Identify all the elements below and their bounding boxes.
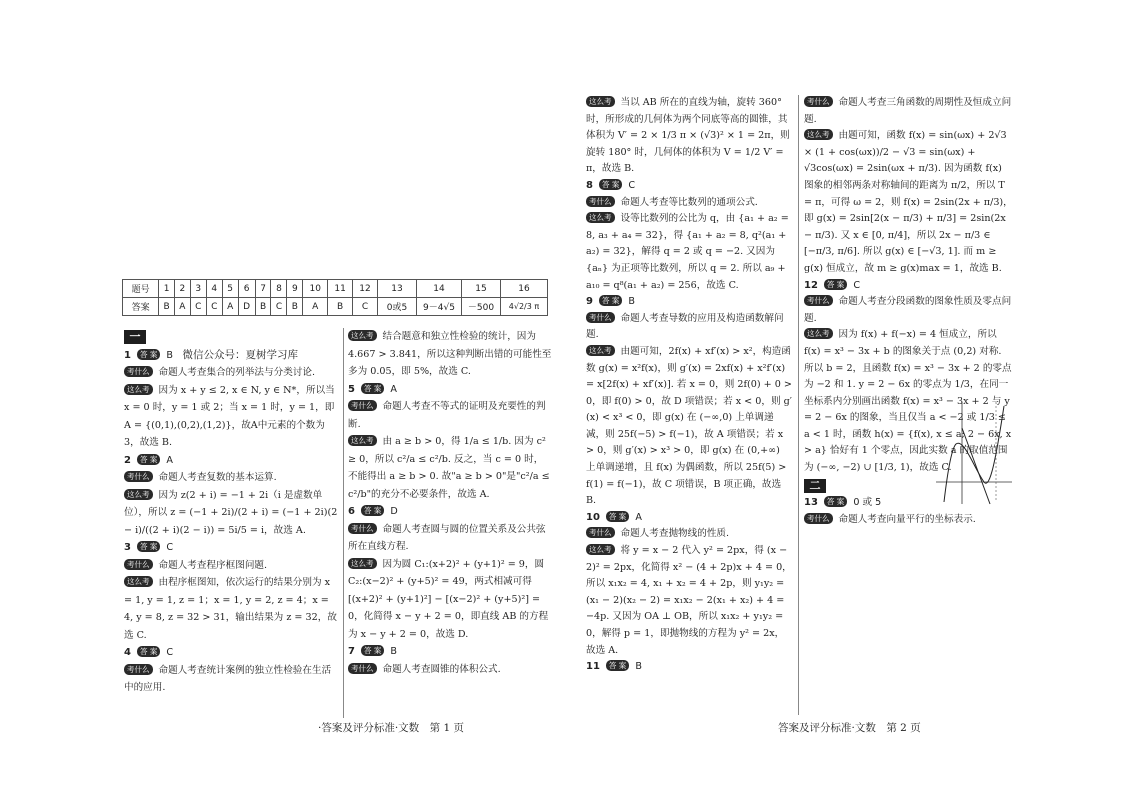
question-6: 6 答 案 D 考什么 命题人考查圆与圆的位置关系及公共弦所在直线方程. 这么考 因为圆 C₁:(x+2)² + (y+1)² = 9，圆 C₂:(x−2)² + (y+5)² = 49，两式相减可得 [(x+2)² + (y+1)²] − [(x−2)² + (y+5)²] = 0，化简得 x − y + 2 = 0，即直线 AB 的方程为 x − y + 2 = 0，故选 D. <box>348 506 549 640</box>
cubic-curve <box>944 406 1004 502</box>
page-1 <box>0 0 561 794</box>
question-11-cont: 考什么 命题人考查三角函数的周期性及恒成立问题. 这么考 由题可知，函数 f(x) = sin(ωx) + 2√3 × (1 + cos(ωx))/2 − √3 = sin(ωx) + √3cos(ωx) = 2sin(ωx + π/3). 因为函数 f(x) 图象的相邻两条对称轴间的距离为 π/2，所以 T = π，可得 ω = 2，则 f(x) = 2sin(2x + π/3)，即 g(x) = 2sin[2(x − π/3) + π/3] = 2sin(2x − π/3). 又 x ∈ [0, π/4]，所以 2x − π/3 ∈ [−π/3, π/6]. 所以 g(x) ∈ [−√3, 1]. 而 m ≥ g(x) 恒成立，故 m ≥ g(x)max = 1，故选 B. <box>804 97 1013 274</box>
question-9: 9 答 案 B 考什么 命题人考查导数的应用及构造函数解问题. 这么考 由题可知，2f(x) + xf′(x) > x²，构造函数 g(x) = x²f(x)，则 g′(x) = 2xf(x) + x²f′(x) = x[2f(x) + xf′(x)]. 若 x = 0，则 2f(0) + 0 > 0，即 f(0) > 0，故 D 项错误；若 x < 0，则 g′(x) < x³ < 0，即 g(x) 在 (−∞,0) 上单调递减，则 25f(−5) > f(−1)，故 A 项错误；若 x > 0，则 g′(x) > x³ > 0，即 g(x) 在 (0,+∞) 上单调递增，且 f(x) 为偶函数，所以 25f(5) > f(1) = f(−1)，故 C 项错误，B 项正确，故选 B. <box>586 296 792 507</box>
question-7-start: 7 答 案 B 考什么 命题人考查圆锥的体积公式. <box>348 646 501 675</box>
page-2-footer: 答案及评分标准·文数 第 2 页 <box>778 722 921 734</box>
question-12: 12 答 案 C 考什么 命题人考查分段函数的图象性质及零点问题. 这么考 因为 f(x) + f(−x) = 4 恒成立，所以 f(x) = x³ − 3x + b 的图象关于点 (0,2) 对称. 所以 b = 2，且函数 f(x) = x³ − 3x + 2 的零点为 −2 和 1. y = 2 − 6x 的零点为 1/3，在同一坐标系内分别画出函数 f(x) = x³ − 3x + 2 与 y = 2 − 6x 的图象，当且仅当 a < −2 或 1/3 ≤ a < 1 时，函数 h(x) = {f(x), x ≤ a; 2 − 6x, x > a} 恰好有 1 个零点，因此实数 a 的取值范围为 (−∞, −2) ∪ [1/3, 1)，故选 C. <box>804 279 1012 474</box>
section-one-label: 一 <box>124 330 146 344</box>
page1-column-left <box>124 328 338 697</box>
question-3: 3 答 案 C 考什么 命题人考查程序框图问题. 这么考 由程序框图知，依次运行的结果分别为 x = 1, y = 1, z = 1；x = 1, y = 2, z = 4；x = 4, y = 8, z = 32 > 31，输出结果为 z = 32，故选 C. <box>124 542 337 641</box>
question-5: 5 答 案 A 考什么 命题人考查不等式的证明及充要性的判断. 这么考 由 a ≥ b > 0，得 1/a ≤ 1/b. 因为 c² ≥ 0，所以 c²/a ≤ c²/b. 反之，当 c = 0 时，不能得出 a ≥ b > 0. 故"a ≥ b > 0"是"c²/a ≤ c²/b"的充分不必要条件，故选 A. <box>348 383 550 500</box>
section-two-label: 二 <box>804 479 826 493</box>
table-row-answers: 答案 B A C C A D B C B A B C 0或5 9－4√5 －500 4√2/3 π <box>123 298 548 316</box>
page-1-footer: ·答案及评分标准·文数 第 1 页 <box>318 722 465 734</box>
question-13: 13 答 案 0 或 5 考什么 命题人考查向量平行的坐标表示. <box>804 497 976 525</box>
page-2 <box>562 0 1123 794</box>
question-4-start: 4 答 案 C 考什么 命题人考查统计案例的独立性检验在生活中的应用. <box>124 647 332 693</box>
question-10: 10 答 案 A 考什么 命题人考查抛物线的性质. 这么考 将 y = x − 2 代入 y² = 2px，得 (x − 2)² = 2px，化简得 x² − (4 + 2p)x + 4 = 0，所以 x₁x₂ = 4, x₁ + x₂ = 4 + 2p，则 y₁y₂ = (x₁ − 2)(x₂ − 2) = x₁x₂ − 2(x₁ + x₂) + 4 = −4p. 又因为 OA ⊥ OB，所以 x₁x₂ + y₁y₂ = 0，解得 p = 1，即抛物线的方程为 y² = 2x，故选 A. <box>586 511 792 656</box>
line-2-minus-6x <box>962 428 990 504</box>
answer-table <box>122 279 548 316</box>
watermark-note: 微信公众号：夏树学习库 <box>182 348 299 361</box>
table-row-header: 题号 1 2 3 4 5 6 7 8 9 10 11 12 13 14 15 16 <box>123 280 548 298</box>
question-8: 8 答 案 C 考什么 命题人考查等比数列的通项公式. 这么考 设等比数列的公比为 q，由 {a₁ + a₂ = 8, a₃ + a₄ = 32}，得 {a₁ + a₂ = 8, q²(a₁ + a₂) = 32}，解得 q = 2 或 q = −2. 又因为 {aₙ} 为正项等比数列，所以 q = 2. 所以 a₉ + a₁₀ = q⁸(a₁ + a₂) = 256，故选 C. <box>586 179 789 291</box>
question-2: 2 答 案 A 考什么 命题人考查复数的基本运算. 这么考 因为 z(2 + i) = −1 + 2i（i 是虚数单位），所以 z = (−1 + 2i)/(2 + i) = (−1 + 2i)(2 − i)/((2 + i)(2 − i)) = 5i/5 = i，故选 A. <box>124 454 338 536</box>
function-graph-figure <box>934 398 1014 508</box>
page2-column-left <box>586 95 792 676</box>
question-4-cont: 这么考 结合题意和独立性检验的统计，因为 4.667 > 3.841，所以这种判断出错的可能性至多为 0.05，即 5%，故选 C. <box>348 331 552 377</box>
page1-column-right <box>348 328 552 678</box>
question-1: 1 答 案 B 微信公众号：夏树学习库 考什么 命题人考查集合的列举法与分类讨论. 这么考 因为 x + y ≤ 2, x ∈ N, y ∈ N*，所以当 x = 0 时，y = 1 或 2；当 x = 1 时，y = 1，即 A = {(0,1),(0,2),(1,2)}，故A中元素的个数为3，故选 B. <box>124 348 335 448</box>
column-divider-2 <box>798 95 799 715</box>
question-7-cont: 这么考 当以 AB 所在的直线为轴，旋转 360° 时，所形成的几何体为两个同底等高的圆锥，其体积为 V′ = 2 × 1/3 π × (√3)² × 1 = 2π，则旋转 180° 时，几何体的体积为 V = 1/2 V′ = π，故选 B. <box>586 97 790 175</box>
question-11-start: 11 答 案 B <box>586 661 642 673</box>
column-divider <box>343 328 344 718</box>
